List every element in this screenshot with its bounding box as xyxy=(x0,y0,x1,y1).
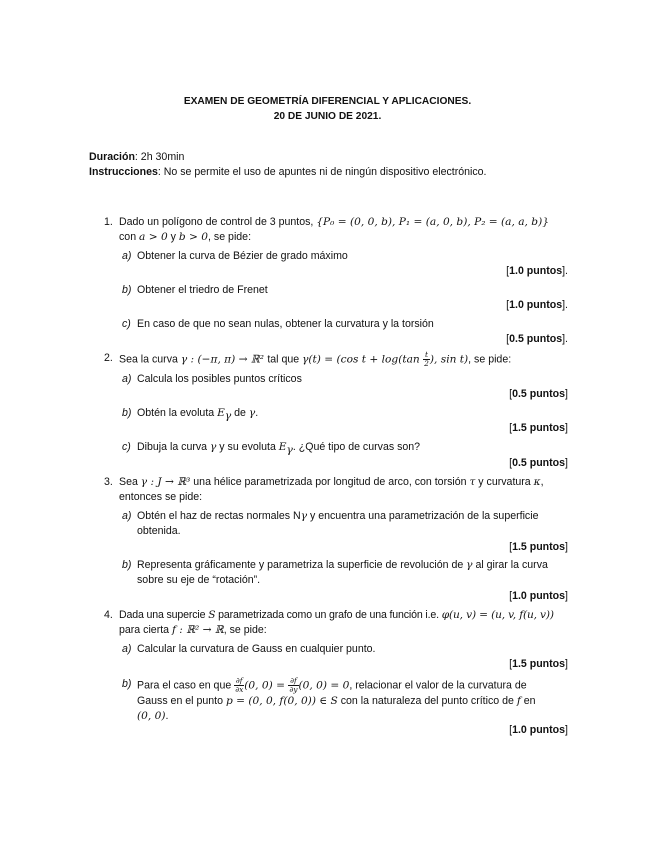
instructions-line xyxy=(89,165,589,180)
part-label: a) xyxy=(122,510,132,522)
function-formula: f : ℝ² → ℝ xyxy=(172,624,224,636)
part-label: b) xyxy=(122,407,132,419)
math-expression: (0, 0) = 0 xyxy=(298,679,350,692)
part-text: Obtener la curva de Bézier de grado máximo xyxy=(137,250,348,262)
question-number: 3. xyxy=(104,476,113,488)
question-text-part: Dada una supercie xyxy=(119,609,209,621)
point-formula: p = (0, 0, f(0, 0)) ∈ S xyxy=(225,695,338,707)
parametrization-formula: φ(u, v) = (u, v, f(u, v)) xyxy=(441,609,554,621)
points-badge: [1.0 puntos] xyxy=(509,590,568,602)
math-subscript: γ xyxy=(286,444,293,457)
part-text xyxy=(137,440,568,455)
duration-label: Duración xyxy=(89,151,135,163)
fraction xyxy=(423,351,430,368)
question-text-part: , se pide: xyxy=(223,624,267,636)
points-suffix: . xyxy=(565,265,568,277)
points-suffix: . xyxy=(565,333,568,345)
math-expression: S xyxy=(208,609,216,621)
part-text-segment: Dibuja la curva xyxy=(137,441,211,453)
part-label: a) xyxy=(122,643,132,655)
question-text-part: , se pide: xyxy=(468,353,512,366)
points-value: 0.5 puntos xyxy=(512,457,566,469)
question-text-part: una hélice parametrizada por longitud de arco, con torsión xyxy=(190,476,470,488)
part-text-segment: obtenida. xyxy=(137,525,181,537)
points-value: 1.5 puntos xyxy=(512,541,566,553)
part-text-segment: . ¿Qué tipo de curvas son? xyxy=(292,441,421,453)
math-expression: f xyxy=(516,695,521,707)
question-text-part: parametrizada como un grafo de una función i.e. xyxy=(215,609,442,621)
question-text-part: , se pide: xyxy=(208,231,252,243)
partial-y-fraction xyxy=(288,677,298,694)
part-label: b) xyxy=(122,678,132,690)
points-value: 0.5 puntos xyxy=(512,388,566,400)
points-suffix: . xyxy=(565,299,568,311)
math-expression: a > 0 xyxy=(139,231,168,243)
question-text xyxy=(119,608,570,638)
part-label: c) xyxy=(122,441,131,453)
question-text-part: con xyxy=(119,231,140,243)
question-number: 4. xyxy=(104,609,113,621)
part-text xyxy=(137,677,568,724)
part-text-segment: de xyxy=(231,407,249,419)
points-value: 1.0 puntos xyxy=(512,590,566,602)
fraction-denominator: ∂x xyxy=(235,685,244,694)
fraction-numerator: t xyxy=(424,350,428,359)
exam-date: 20 DE JUNIO DE 2021. xyxy=(273,111,382,122)
fraction-numerator: ∂f xyxy=(235,676,243,685)
instructions-value: : No se permite el uso de apuntes ni de ningún dispositivo electrónico. xyxy=(157,166,487,178)
question-text-part: Sea xyxy=(119,476,141,488)
part-text-segment: . xyxy=(255,407,259,419)
helix-formula: γ : J → ℝ³ xyxy=(140,476,191,488)
curve-domain-formula: γ : (−π, π) → ℝ² xyxy=(180,353,268,366)
part-text-segment: Obtén el haz de rectas normales N xyxy=(137,510,301,522)
part-label: a) xyxy=(122,373,132,385)
question-text-part: y xyxy=(167,231,179,243)
fraction-denominator: ∂y xyxy=(289,685,298,694)
part-text xyxy=(137,509,568,539)
math-expression: γ xyxy=(210,441,217,453)
part-text-segment: Representa gráficamente y parametriza la superficie de revolución de xyxy=(137,559,467,571)
part-text-segment: y su evoluta xyxy=(216,441,279,453)
curve-formula: γ(t) = (cos t + log(tan xyxy=(302,353,424,366)
part-text-segment: sobre su eje de “rotación”. xyxy=(137,574,261,586)
control-points-formula: {P₀ = (0, 0, b), P₁ = (a, 0, b), P₂ = (a, a, b)} xyxy=(316,216,549,228)
math-expression: (0, 0) xyxy=(137,710,166,722)
points-badge: [1.5 puntos] xyxy=(509,658,568,670)
part-text-segment: Obtén la evoluta xyxy=(137,407,218,419)
math-expression: τ xyxy=(469,476,476,488)
points-badge: [1.5 puntos] xyxy=(509,541,568,553)
question-text-part: tal que xyxy=(267,353,303,366)
part-text-segment: al girar la curva xyxy=(472,559,548,571)
math-expression: E xyxy=(217,407,225,419)
part-text-segment: Para el caso en que xyxy=(137,679,235,692)
partial-x-fraction xyxy=(234,677,244,694)
question-text-part: Dado un polígono de control de 3 puntos, xyxy=(119,216,317,228)
points-badge: [0.5 puntos] xyxy=(509,388,568,400)
duration-value: : 2h 30min xyxy=(134,151,185,163)
question-text-part: y curvatura xyxy=(475,476,534,488)
math-subscript: γ xyxy=(224,410,232,423)
question-text-part: para cierta xyxy=(119,624,172,636)
points-value: 0.5 puntos xyxy=(509,333,563,345)
part-label: b) xyxy=(122,559,132,571)
part-text: Calcular la curvatura de Gauss en cualquier punto. xyxy=(137,643,376,655)
exam-title: EXAMEN DE GEOMETRÍA DIFERENCIAL Y APLICACIONES. xyxy=(183,96,472,107)
math-expression: E xyxy=(278,441,287,453)
part-text: Obtener el triedro de Frenet xyxy=(137,284,268,296)
question-text xyxy=(119,475,570,505)
part-text-segment: . xyxy=(165,710,169,722)
fraction-denominator: 2 xyxy=(424,359,429,368)
math-expression: γ xyxy=(466,559,473,571)
question-text-part: entonces se pide: xyxy=(119,491,203,503)
part-text: En caso de que no sean nulas, obtener la curvatura y la torsión xyxy=(137,318,434,330)
math-expression: γ xyxy=(248,407,256,419)
question-text xyxy=(119,215,570,245)
question-number: 1. xyxy=(104,216,113,228)
part-text-segment: y encuentra una parametrización de la superficie xyxy=(307,510,539,522)
points-value: 1.5 puntos xyxy=(512,658,566,670)
instructions-label: Instrucciones xyxy=(89,166,158,178)
duration-line xyxy=(89,150,589,165)
points-value: 1.5 puntos xyxy=(512,422,566,434)
points-badge: [1.0 puntos] xyxy=(509,724,568,736)
question-text-part: , xyxy=(540,476,544,488)
part-label: a) xyxy=(122,250,132,262)
points-value: 1.0 puntos xyxy=(509,265,563,277)
points-badge: [0.5 puntos]. xyxy=(506,333,568,345)
part-label: c) xyxy=(122,318,131,330)
part-text xyxy=(137,558,568,588)
points-badge: [1.5 puntos] xyxy=(509,422,568,434)
math-expression: κ xyxy=(533,476,541,488)
question-text-part: Sea la curva xyxy=(119,353,181,366)
part-text-segment: Gauss en el punto xyxy=(137,695,226,707)
curve-formula-end: ), sin t) xyxy=(429,353,469,366)
fraction-numerator: ∂f xyxy=(290,676,297,685)
math-expression: (0, 0) = xyxy=(244,679,289,692)
points-badge: [1.0 puntos]. xyxy=(506,265,568,277)
points-badge: [1.0 puntos]. xyxy=(506,299,568,311)
part-text xyxy=(137,406,568,421)
part-text-segment: , relacionar el valor de la curvatura de xyxy=(349,679,527,692)
math-expression: γ xyxy=(300,510,308,522)
question-number: 2. xyxy=(104,352,113,364)
points-value: 1.0 puntos xyxy=(509,299,563,311)
points-badge: [0.5 puntos] xyxy=(509,457,568,469)
part-label: b) xyxy=(122,284,132,296)
part-text: Calcula los posibles puntos críticos xyxy=(137,373,302,385)
points-value: 1.0 puntos xyxy=(512,724,566,736)
part-text-segment: en xyxy=(520,695,536,707)
question-text xyxy=(119,351,570,368)
math-expression: b > 0 xyxy=(178,231,209,243)
part-text-segment: con la naturaleza del punto crítico de xyxy=(337,695,517,707)
